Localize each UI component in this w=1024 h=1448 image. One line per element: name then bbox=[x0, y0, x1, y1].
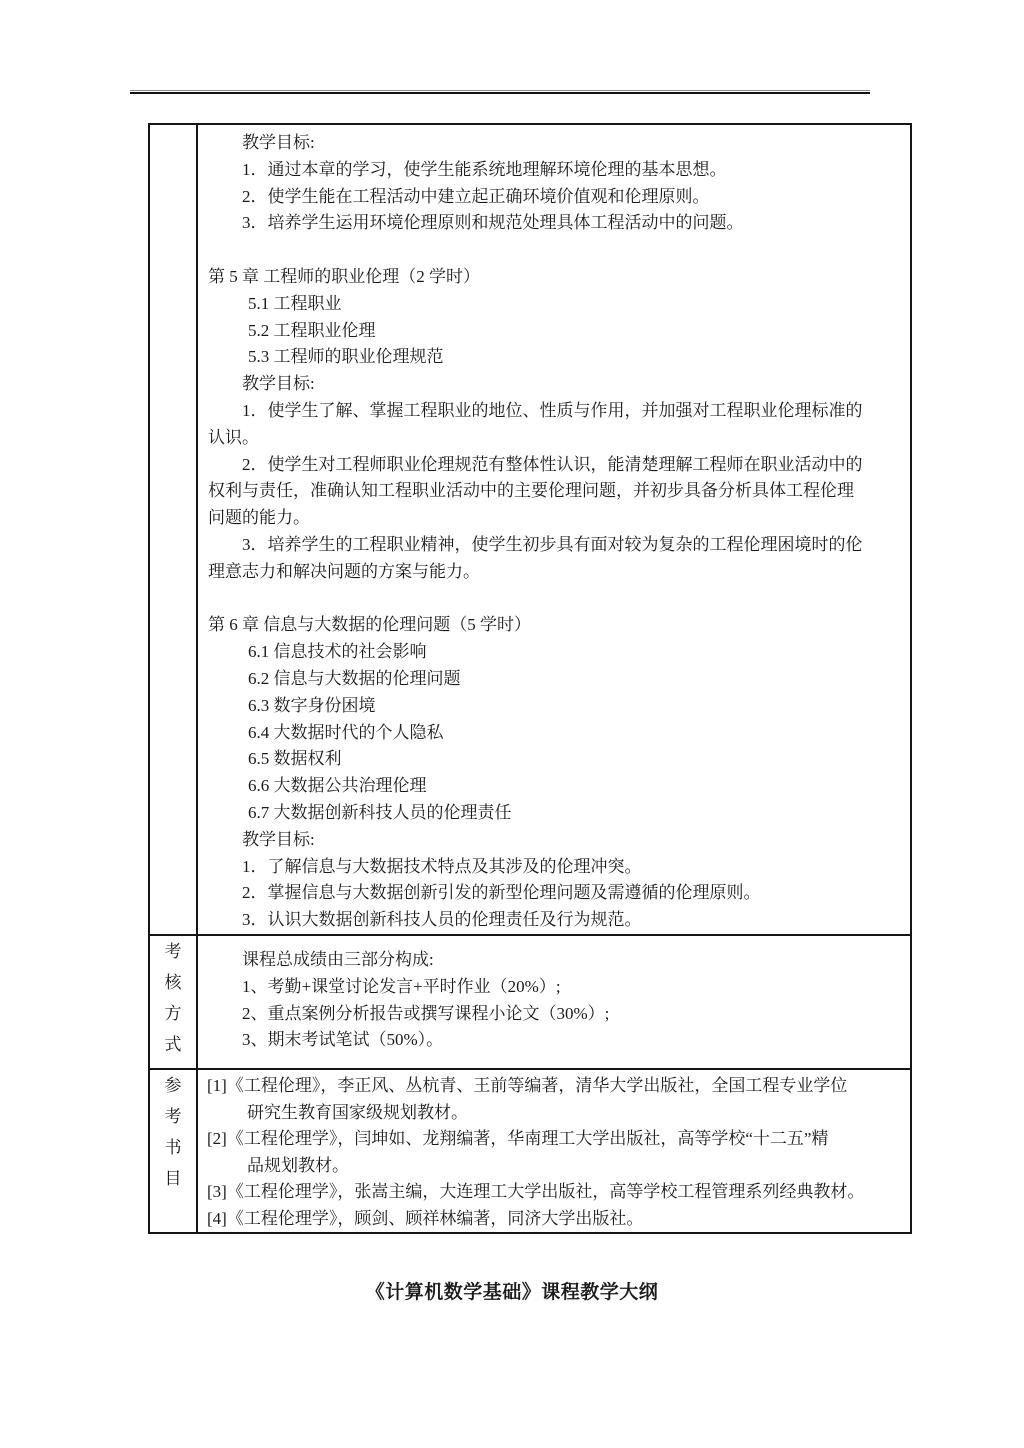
content-line: 6.7 大数据创新科技人员的伦理责任 bbox=[248, 802, 512, 822]
content-line: 1．通过本章的学习，使学生能系统地理解环境伦理的基本思想。 bbox=[242, 159, 727, 179]
content-line: 5.1 工程职业 bbox=[248, 293, 342, 313]
content-line: 5.2 工程职业伦理 bbox=[248, 320, 376, 340]
content-line: 6.3 数字身份困境 bbox=[248, 695, 376, 715]
content-line bbox=[208, 237, 900, 264]
content-line: 教学目标: bbox=[242, 829, 315, 849]
row-header-char: 方 bbox=[164, 1003, 182, 1023]
content-line: 教学目标: bbox=[242, 133, 315, 152]
header-rule-thick-line bbox=[130, 92, 870, 94]
table-row bbox=[149, 124, 911, 935]
page-header-rule bbox=[130, 90, 870, 95]
row-header-cell bbox=[149, 124, 197, 935]
content-line: 问题的能力。 bbox=[208, 508, 310, 528]
row-header-char: 核 bbox=[164, 972, 182, 992]
next-syllabus-title: 《计算机数学基础》课程教学大纲 bbox=[365, 1282, 659, 1303]
content-line: 6.5 数据权利 bbox=[248, 749, 342, 769]
content-line: 第 6 章 信息与大数据的伦理问题（5 学时） bbox=[208, 615, 531, 635]
content-line: [2]《工程伦理学》，闫坤如、龙翔编著，华南理工大学出版社，高等学校“十二五”精 bbox=[207, 1129, 829, 1149]
row-header-char: 参 bbox=[164, 1075, 182, 1095]
content-line: 5.3 工程师的职业伦理规范 bbox=[248, 347, 444, 367]
content-line: 研究生教育国家级规划教材。 bbox=[247, 1102, 468, 1122]
content-line: 6.6 大数据公共治理伦理 bbox=[248, 776, 427, 796]
row-header-cell bbox=[149, 1069, 197, 1234]
content-line: 1、考勤+课堂讨论发言+平时作业（20%）; bbox=[242, 976, 561, 996]
content-line: 6.2 信息与大数据的伦理问题 bbox=[248, 668, 461, 688]
content-line: 3．认识大数据创新科技人员的伦理责任及行为规范。 bbox=[242, 910, 642, 930]
content-line: 理意志力和解决问题的方案与能力。 bbox=[208, 561, 480, 581]
content-line: 3．培养学生运用环境伦理原则和规范处理具体工程活动中的问题。 bbox=[242, 213, 744, 233]
content-line: [1]《工程伦理》，李正风、丛杭青、王前等编著，清华大学出版社，全国工程专业学位 bbox=[207, 1075, 848, 1095]
content-line: [3]《工程伦理学》，张嵩主编，大连理工大学出版社，高等学校工程管理系列经典教材。 bbox=[207, 1182, 865, 1202]
table-row bbox=[149, 935, 911, 1069]
content-line: 认识。 bbox=[208, 427, 259, 447]
content-line: 品规划教材。 bbox=[247, 1155, 349, 1175]
content-line bbox=[208, 586, 900, 613]
table-row bbox=[149, 1069, 911, 1234]
row-header-char: 目 bbox=[164, 1168, 182, 1188]
content-line: 6.4 大数据时代的个人隐私 bbox=[248, 722, 444, 742]
content-line: 2．使学生对工程师职业伦理规范有整体性认识，能清楚理解工程师在职业活动中的 bbox=[242, 454, 863, 474]
content-line: [4]《工程伦理学》，顾剑、顾祥林编著，同济大学出版社。 bbox=[207, 1208, 644, 1228]
content-line: 1．了解信息与大数据技术特点及其涉及的伦理冲突。 bbox=[242, 856, 642, 876]
content-line: 2．掌握信息与大数据创新引发的新型伦理问题及需遵循的伦理原则。 bbox=[242, 883, 761, 903]
content-line: 权利与责任，准确认知工程职业活动中的主要伦理问题，并初步具备分析具体工程伦理 bbox=[208, 481, 854, 501]
content-line: 2．使学生能在工程活动中建立起正确环境价值观和伦理原则。 bbox=[242, 186, 710, 206]
row-content-cell bbox=[197, 935, 911, 1069]
row-header-char: 考 bbox=[164, 941, 182, 961]
row-header-char: 考 bbox=[164, 1106, 182, 1126]
content-line: 教学目标: bbox=[242, 374, 315, 394]
content-line: 3．培养学生的工程职业精神，使学生初步具有面对较为复杂的工程伦理困境时的伦 bbox=[242, 534, 863, 554]
content-line: 第 5 章 工程师的职业伦理（2 学时） bbox=[208, 266, 480, 286]
content-line: 3、期末考试笔试（50%）。 bbox=[242, 1030, 444, 1050]
content-line: 6.1 信息技术的社会影响 bbox=[248, 642, 427, 662]
content-line: 1．使学生了解、掌握工程职业的地位、性质与作用，并加强对工程职业伦理标准的 bbox=[242, 400, 863, 420]
row-header-char: 书 bbox=[164, 1137, 182, 1157]
row-header-char: 式 bbox=[164, 1034, 182, 1054]
content-line: 课程总成绩由三部分构成: bbox=[242, 949, 434, 969]
row-header-cell bbox=[149, 935, 197, 1069]
syllabus-table bbox=[148, 123, 912, 1234]
row-content-cell bbox=[197, 1069, 911, 1234]
content-line: 2、重点案例分析报告或撰写课程小论文（30%）; bbox=[242, 1003, 610, 1023]
row-content-cell bbox=[197, 124, 911, 935]
